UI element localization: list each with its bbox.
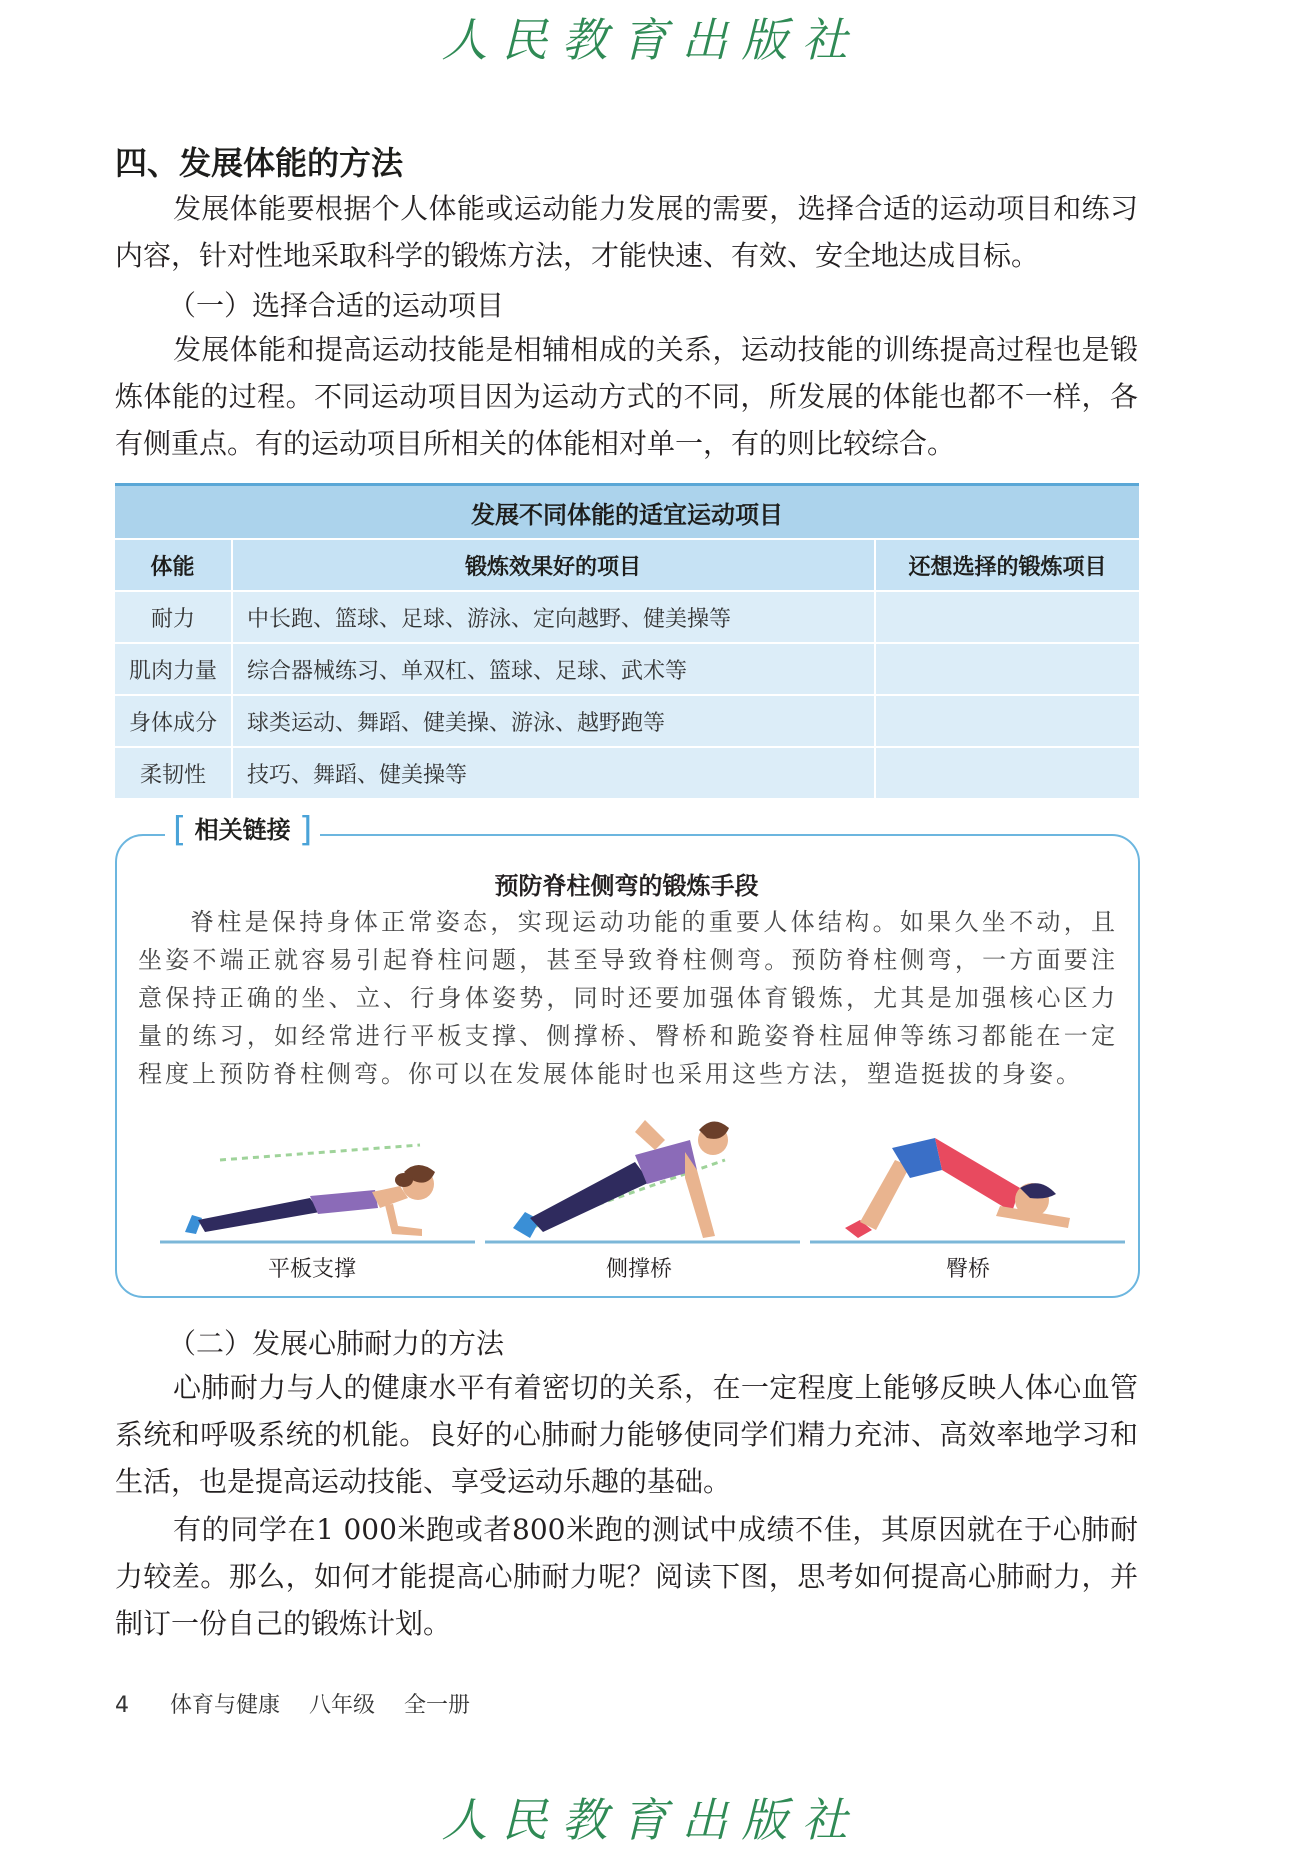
page-footer: [115, 1688, 470, 1719]
table-cell: 柔韧性: [115, 747, 232, 799]
table-row: [115, 591, 1139, 643]
related-link-title: 预防脊柱侧弯的锻炼手段: [494, 872, 759, 900]
plank-illustration: [160, 1100, 480, 1250]
table-cell: 球类运动、舞蹈、健美操、游泳、越野跑等: [232, 695, 875, 747]
figure-caption-side-plank: 侧撑桥: [605, 1257, 672, 1282]
grade: 八年级: [309, 1693, 376, 1718]
table-cell: 技巧、舞蹈、健美操等: [232, 747, 875, 799]
sub2-paragraph-2: 有的同学在1 000米跑或者800米跑的测试中成绩不佳，其原因就在于心肺耐力较差。那么，如何才能提高心肺耐力呢？阅读下图，思考如何提高心肺耐力，并制订一份自己的锻炼计划。: [115, 1513, 1138, 1640]
table-caption: 发展不同体能的适宜运动项目: [115, 485, 1139, 540]
table-cell-empty: [875, 747, 1139, 799]
table-cell: 肌肉力量: [115, 643, 232, 695]
bracket-right-icon: ]: [298, 810, 313, 850]
figure-caption-glute-bridge: 臀桥: [945, 1257, 990, 1282]
table-row: [115, 747, 1139, 799]
sub1-paragraph: 发展体能和提高运动技能是相辅相成的关系，运动技能的训练提高过程也是锻炼体能的过程。不同运动项目因为运动方式的不同，所发展的体能也都不一样，各有侧重点。有的运动项目所相关的体能相对单一，有的则比较综合。: [115, 333, 1138, 460]
glute-bridge-illustration: [810, 1100, 1130, 1250]
table-cell-empty: [875, 643, 1139, 695]
section-heading: 四、发展体能的方法: [115, 144, 404, 182]
sub2-paragraph-1: 心肺耐力与人的健康水平有着密切的关系，在一定程度上能够反映人体心血管系统和呼吸系统的机能。良好的心肺耐力能够使同学们精力充沛、高效率地学习和生活，也是提高运动技能、享受运动乐趣的基础。: [115, 1371, 1138, 1498]
intro-paragraph: 发展体能要根据个人体能或运动能力发展的需要，选择合适的运动项目和练习内容，针对性地采取科学的锻炼方法，才能快速、有效、安全地达成目标。: [115, 192, 1138, 272]
table-cell: 身体成分: [115, 695, 232, 747]
bracket-left-icon: [: [173, 810, 187, 850]
volume: 全一册: [404, 1693, 471, 1718]
table-cell: 耐力: [115, 591, 232, 643]
sub1-heading: （一）选择合适的运动项目: [168, 289, 505, 322]
sub2-heading: （二）发展心肺耐力的方法: [168, 1327, 505, 1360]
table-cell-empty: [875, 695, 1139, 747]
page-number: 4: [115, 1693, 129, 1718]
table-cell: 综合器械练习、单双杠、篮球、足球、武术等: [232, 643, 875, 695]
table-cell-empty: [875, 591, 1139, 643]
related-link-tag: [ 相关链接 ]: [165, 810, 320, 850]
table-cell: 中长跑、篮球、足球、游泳、定向越野、健美操等: [232, 591, 875, 643]
publisher-logo-top: 人民教育出版社: [441, 13, 862, 67]
table-header: 锻炼效果好的项目: [232, 539, 875, 591]
table-row: [115, 643, 1139, 695]
sports-table: [115, 483, 1139, 800]
related-link-text: 脊柱是保持身体正常姿态，实现运动功能的重要人体结构。如果久坐不动，且坐姿不端正就容易引起脊柱问题，甚至导致脊柱侧弯。预防脊柱侧弯，一方面要注意保持正确的坐、立、行身体姿势，同时还要加强体育锻炼，尤其是加强核心区力量的练习，如经常进行平板支撑、侧撑桥、臀桥和跪姿脊柱屈伸等练习都能在一定程度上预防脊柱侧弯。你可以在发展体能时也采用这些方法，塑造挺拔的身姿。: [138, 908, 1118, 1088]
table-header: 体能: [115, 539, 232, 591]
publisher-logo-bottom: 人民教育出版社: [441, 1793, 862, 1847]
side-plank-illustration: [485, 1100, 805, 1250]
table-header: 还想选择的锻炼项目: [875, 539, 1139, 591]
table-row: [115, 695, 1139, 747]
book-title: 体育与健康: [170, 1693, 281, 1718]
figure-caption-plank: 平板支撑: [267, 1257, 356, 1282]
